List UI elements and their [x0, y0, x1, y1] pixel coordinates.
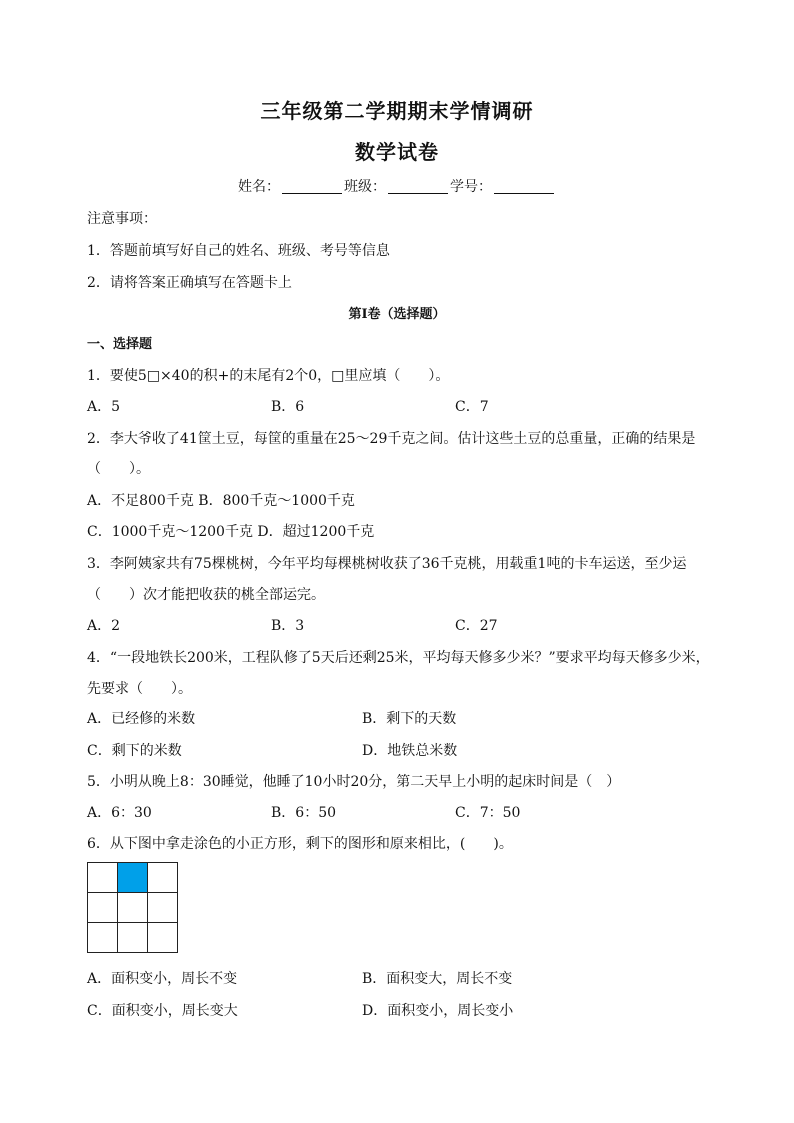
question-3-option-a[interactable]: A．2 — [87, 618, 121, 634]
grid-cell — [87, 862, 118, 893]
exam-title: 三年级第二学期期末学情调研 — [260, 99, 534, 123]
question-5-text: 5．小明从晚上8：30睡觉，他睡了10小时20分，第二天早上小明的起床时间是（ ） — [87, 774, 621, 790]
question-1-option-a[interactable]: A．5 — [87, 399, 121, 415]
question-5-option-a[interactable]: A．6：30 — [87, 805, 152, 821]
grid-cell — [117, 892, 148, 923]
note-item: 1．答题前填写好自己的姓名、班级、考号等信息 — [87, 243, 390, 259]
exam-subtitle: 数学试卷 — [355, 140, 439, 164]
question-2-text-cont: （ ）。 — [87, 461, 150, 477]
question-6-option-a[interactable]: A．面积变小，周长不变 — [87, 971, 238, 987]
question-3-option-c[interactable]: C．27 — [455, 618, 498, 634]
question-4-option-b[interactable]: B．剩下的天数 — [362, 711, 457, 727]
notes-heading: 注意事项： — [87, 211, 157, 227]
name-label: 姓名： — [238, 179, 280, 195]
grid-cell — [117, 922, 148, 953]
question-1-text: 1．要使5□×40的积+的末尾有2个0，□里应填（ ）。 — [87, 368, 450, 384]
question-4-option-c[interactable]: C．剩下的米数 — [87, 743, 182, 759]
question-5-option-c[interactable]: C．7：50 — [455, 805, 521, 821]
grid-cell — [147, 922, 178, 953]
grid-cell — [147, 862, 178, 893]
grid-cell — [87, 922, 118, 953]
part-title: 第I卷（选择题） — [348, 307, 446, 322]
grid-cell — [87, 892, 118, 923]
question-3-text-cont: （ ）次才能把收获的桃全部运完。 — [87, 587, 325, 603]
question-4-option-a[interactable]: A．已经修的米数 — [87, 711, 196, 727]
question-4-text-cont: 先要求（ ）。 — [87, 681, 192, 697]
class-blank[interactable] — [388, 179, 448, 194]
question-2-options-ab[interactable]: A．不足800千克 B．800千克～1000千克 — [87, 493, 355, 509]
id-label: 学号： — [450, 179, 492, 195]
question-6-option-c[interactable]: C．面积变小，周长变大 — [87, 1003, 238, 1019]
question-4-text: 4．“一段地铁长200米，工程队修了5天后还剩25米，平均每天修多少米？”要求平均每天修多少米， — [87, 650, 710, 666]
grid-cell — [147, 892, 178, 923]
question-1-option-c[interactable]: C．7 — [455, 399, 489, 415]
question-1-option-b[interactable]: B．6 — [271, 399, 305, 415]
id-blank[interactable] — [494, 179, 554, 194]
question-6-option-b[interactable]: B．面积变大，周长不变 — [362, 971, 513, 987]
student-info-row — [0, 176, 794, 196]
question-6-option-d[interactable]: D．面积变小，周长变小 — [362, 1003, 514, 1019]
question-5-option-b[interactable]: B．6：50 — [271, 805, 337, 821]
note-item: 2．请将答案正确填写在答题卡上 — [87, 275, 292, 291]
question-4-option-d[interactable]: D．地铁总米数 — [362, 743, 458, 759]
question-3-text: 3．李阿姨家共有75棵桃树，今年平均每棵桃树收获了36千克桃，用载重1吨的卡车运送，至少运 — [87, 556, 687, 572]
question-2-text: 2．李大爷收了41筐土豆，每筐的重量在25～29千克之间。估计这些土豆的总重量，正确的结果是 — [87, 431, 696, 447]
question-6-text: 6．从下图中拿走涂色的小正方形，剩下的图形和原来相比，( )。 — [87, 836, 513, 852]
section-title: 一、选择题 — [87, 337, 153, 352]
name-blank[interactable] — [282, 179, 342, 194]
question-2-options-cd[interactable]: C．1000千克～1200千克 D．超过1200千克 — [87, 524, 375, 540]
question-6-square-grid — [87, 862, 177, 952]
question-3-option-b[interactable]: B．3 — [271, 618, 305, 634]
class-label: 班级： — [344, 179, 386, 195]
grid-cell-shaded — [117, 862, 148, 893]
